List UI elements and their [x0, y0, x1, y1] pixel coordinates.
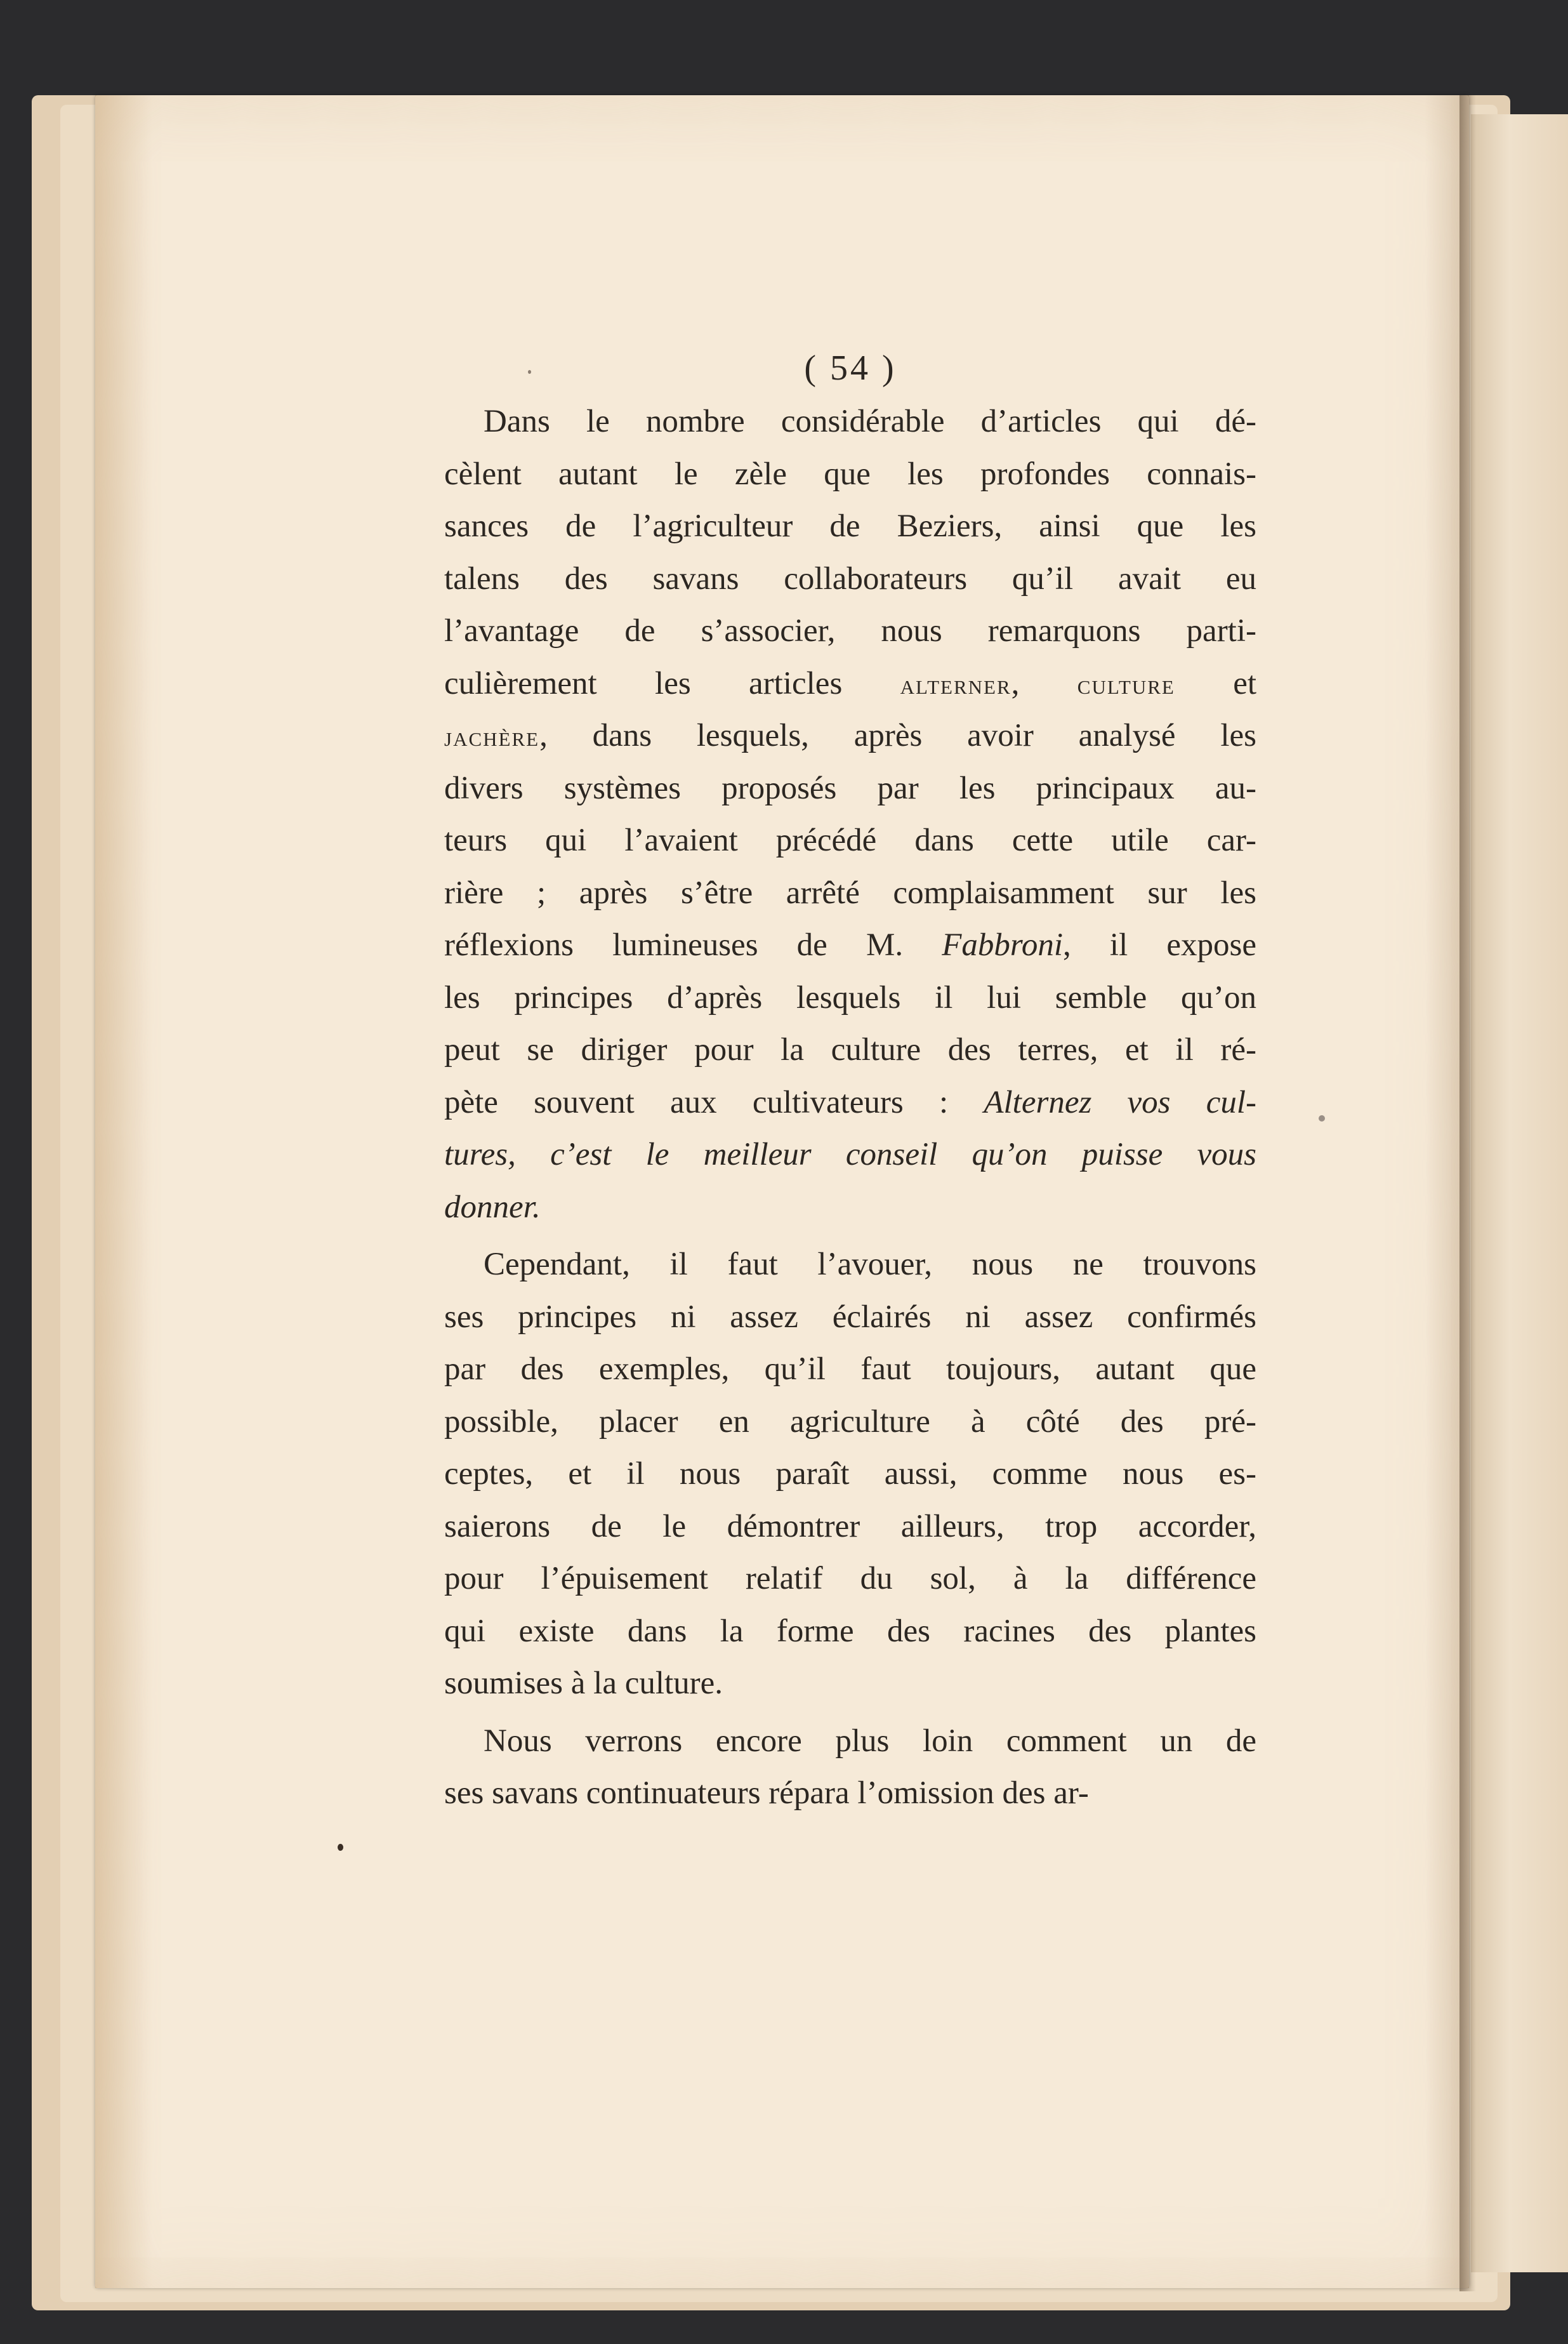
text-line: [444, 1024, 1256, 1076]
text-line: [444, 1657, 1256, 1710]
text-segment: par des exemples, qu’il faut toujours, autant que: [444, 1351, 1256, 1387]
text-line: [444, 710, 1256, 762]
text-line: [444, 1448, 1256, 1500]
text-line: [444, 1715, 1256, 1768]
text-segment: soumises à la culture.: [444, 1665, 723, 1701]
text-segment: , il expose: [1063, 927, 1256, 963]
text-line: [444, 1500, 1256, 1553]
italic-text: donner.: [444, 1189, 541, 1225]
text-segment: ceptes, et il nous paraît aussi, comme nous es-: [444, 1456, 1256, 1492]
text-line: [444, 814, 1256, 867]
text-segment: sances de l’agriculteur de Beziers, ainsi que les: [444, 508, 1256, 544]
text-segment: rière ; après s’être arrêté complaisamment sur les: [444, 875, 1256, 911]
small-caps-term: culture: [1077, 668, 1175, 700]
text-line: [444, 605, 1256, 658]
facing-page-edge: [1471, 114, 1568, 2272]
text-segment: Cependant, il faut l’avouer, nous ne trouvons: [484, 1247, 1256, 1282]
text-line: [444, 1605, 1256, 1658]
text-line: [444, 867, 1256, 920]
text-segment: ses principes ni assez éclairés ni assez confirmés: [444, 1299, 1256, 1335]
text-segment: saierons de le démontrer ailleurs, trop accorder,: [444, 1508, 1256, 1544]
gutter-shadow: [1459, 95, 1476, 2291]
page-text: [444, 346, 1256, 1820]
small-caps-term: alterner: [900, 668, 1011, 700]
paragraph: [444, 395, 1256, 1233]
text-segment: qui existe dans la forme des racines des plantes: [444, 1613, 1256, 1649]
ink-speck: [1319, 1115, 1325, 1122]
text-line: [444, 1238, 1256, 1291]
text-segment: Nous verrons encore plus loin comment un de: [484, 1723, 1256, 1759]
text-segment: divers systèmes proposés par les principaux au-: [444, 770, 1256, 806]
text-line: [444, 658, 1256, 710]
text-segment: les principes d’après lesquels il lui semble qu’on: [444, 979, 1256, 1016]
text-line: [444, 448, 1256, 501]
text-line: [444, 1076, 1256, 1129]
text-segment: et: [1175, 665, 1256, 701]
text-segment: pour l’épuisement relatif du sol, à la différence: [444, 1561, 1256, 1596]
text-line: [444, 1553, 1256, 1605]
text-line: [444, 1396, 1256, 1448]
text-line: [444, 553, 1256, 606]
italic-text: Alternez vos cul-: [984, 1084, 1256, 1120]
small-caps-term: jachère: [444, 721, 540, 752]
page-number: ( 54 ): [804, 348, 897, 388]
italic-text: Fabbroni: [942, 927, 1063, 963]
paragraph: [444, 1238, 1256, 1710]
text-line: [444, 1181, 1256, 1234]
text-segment: culièrement les articles: [444, 665, 900, 701]
text-segment: peut se diriger pour la culture des terres, et il ré-: [444, 1032, 1256, 1068]
text-line: [444, 500, 1256, 553]
text-line: [444, 1129, 1256, 1181]
ink-speck: [338, 1844, 343, 1851]
italic-text: tures, c’est le meilleur conseil qu’on puisse vous: [444, 1137, 1256, 1172]
text-segment: possible, placer en agriculture à côté des pré-: [444, 1403, 1256, 1440]
text-segment: l’avantage de s’associer, nous remarquons parti-: [444, 613, 1256, 649]
text-segment: réflexions lumineuses de M.: [444, 927, 942, 963]
text-segment: teurs qui l’avaient précédé dans cette utile car-: [444, 823, 1256, 858]
text-segment: talens des savans collaborateurs qu’il avait eu: [444, 560, 1256, 597]
text-line: [444, 1343, 1256, 1396]
text-line: [444, 1291, 1256, 1344]
text-line: [444, 395, 1256, 448]
text-line: [444, 972, 1256, 1024]
paragraph-gap: [444, 1233, 1256, 1238]
paragraph-gap: [444, 1710, 1256, 1715]
text-line: [444, 1767, 1256, 1820]
text-segment: , dans lesquels, après avoir analysé les: [539, 718, 1256, 753]
text-segment: Dans le nombre considérable d’articles qui dé-: [484, 404, 1256, 439]
text-segment: ses savans continuateurs répara l’omission des ar-: [444, 1775, 1089, 1811]
text-segment: cèlent autant le zèle que les profondes connais-: [444, 456, 1256, 492]
paragraph: [444, 1715, 1256, 1820]
paragraphs: [444, 395, 1256, 1820]
text-segment: ,: [1011, 665, 1077, 701]
text-line: [444, 919, 1256, 972]
text-segment: pète souvent aux cultivateurs :: [444, 1084, 984, 1120]
text-line: [444, 762, 1256, 815]
